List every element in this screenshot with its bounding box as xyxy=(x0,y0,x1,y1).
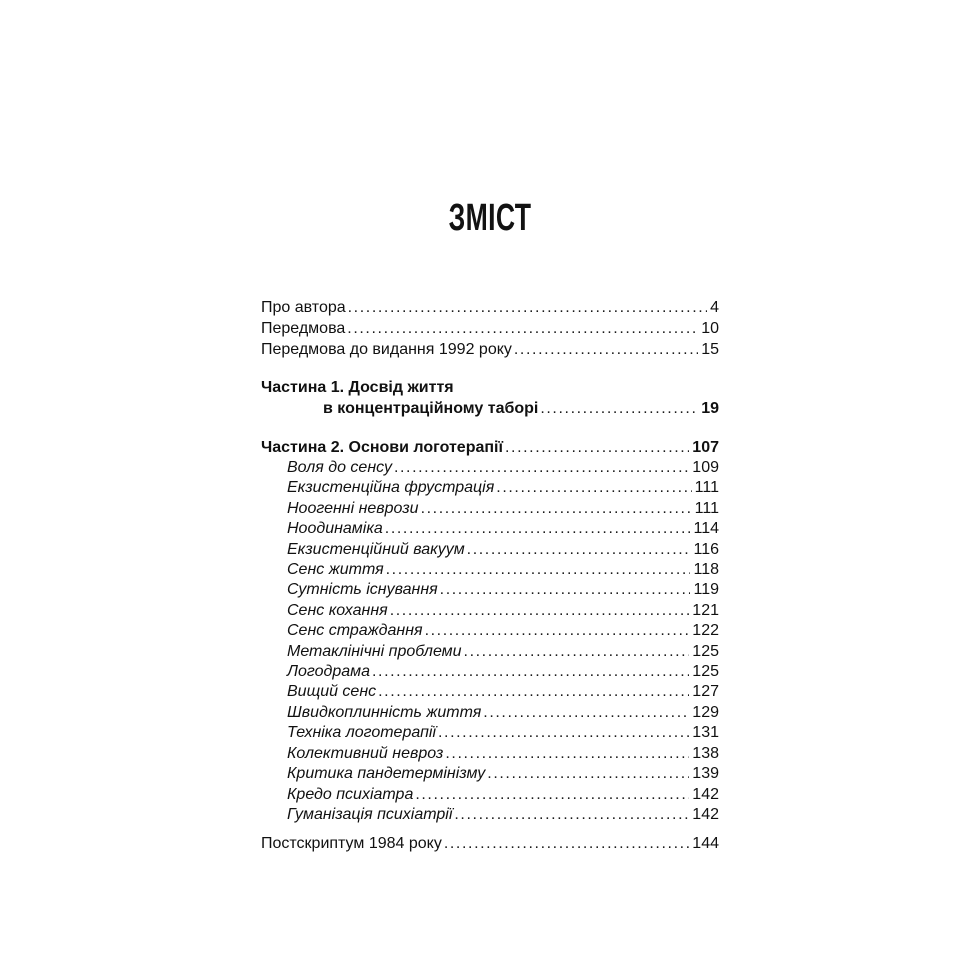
toc-entry xyxy=(261,703,719,723)
dot-leader xyxy=(465,540,691,560)
dot-leader xyxy=(512,339,698,360)
toc-entry-page: 129 xyxy=(692,703,719,721)
toc-part1-line1 xyxy=(261,377,719,398)
toc-entry-label: Логодрама xyxy=(287,663,370,681)
toc-entry-page: 142 xyxy=(692,785,719,803)
dot-leader xyxy=(436,723,689,743)
toc-entry xyxy=(261,519,719,539)
toc-entry-page: 127 xyxy=(692,683,719,701)
dot-leader xyxy=(442,833,689,854)
toc-entry-label: Сенс страждання xyxy=(287,622,423,640)
part2-section-list xyxy=(261,458,719,825)
toc-entry-label: Метаклінічні проблеми xyxy=(287,642,462,660)
dot-leader xyxy=(452,805,689,825)
toc-entry xyxy=(261,339,719,360)
toc-entry xyxy=(261,682,719,702)
toc-entry-page: 114 xyxy=(693,520,719,538)
toc-entry-page: 122 xyxy=(692,622,719,640)
toc-entry xyxy=(261,318,719,339)
toc-postscript xyxy=(261,833,719,854)
toc-entry xyxy=(261,580,719,600)
toc-entry-label: Екзистенційний вакуум xyxy=(287,540,465,558)
toc-entry-page: 138 xyxy=(692,744,719,762)
toc-entry-label: Частина 2. Основи логотерапії xyxy=(261,439,503,456)
toc-entry xyxy=(261,621,719,641)
toc-entry-label: Ноогенні неврози xyxy=(287,499,419,517)
toc-entry-label: Передмова xyxy=(261,320,346,337)
toc-entry-page: 142 xyxy=(692,805,719,823)
toc-entry-page: 121 xyxy=(692,601,719,619)
toc-entry-page: 15 xyxy=(701,341,719,358)
toc-entry-label: Сенс життя xyxy=(287,561,384,579)
dot-leader xyxy=(383,519,691,539)
toc-entry-page: 131 xyxy=(692,724,719,742)
toc-entry-page: 4 xyxy=(710,299,719,316)
toc-entry xyxy=(261,540,719,560)
toc-entry-label: Кредо психіатра xyxy=(287,785,414,803)
toc-entry-label: Ноодинаміка xyxy=(287,520,383,538)
toc-entry xyxy=(261,499,719,519)
toc-entry-page: 111 xyxy=(694,479,719,497)
toc-entry xyxy=(261,805,719,825)
toc-entry-label: Передмова до видання 1992 року xyxy=(261,341,512,358)
toc-entry xyxy=(261,458,719,478)
toc-entry-page: 125 xyxy=(692,663,719,681)
dot-leader xyxy=(485,764,689,784)
dot-leader xyxy=(462,642,690,662)
toc-entry xyxy=(261,723,719,743)
toc-part1-line2 xyxy=(261,398,719,419)
dot-leader xyxy=(538,398,698,419)
toc-entry xyxy=(261,478,719,498)
toc-entry-label: Постскриптум 1984 року xyxy=(261,835,442,853)
dot-leader xyxy=(370,662,689,682)
toc-entry xyxy=(261,744,719,764)
table-of-contents xyxy=(261,297,719,854)
dot-leader xyxy=(346,297,707,318)
toc-entry-page: 116 xyxy=(693,540,719,558)
toc-entry-page: 107 xyxy=(692,439,719,456)
toc-entry-page: 144 xyxy=(692,835,719,853)
toc-entry xyxy=(261,662,719,682)
dot-leader xyxy=(392,458,689,478)
dot-leader xyxy=(443,744,689,764)
toc-entry-page: 10 xyxy=(701,320,719,337)
toc-entry-page: 125 xyxy=(692,642,719,660)
toc-entry-page: 119 xyxy=(693,581,719,599)
toc-entry-label: Частина 1. Досвід життя xyxy=(261,379,454,396)
toc-entry-label: Екзистенційна фрустрація xyxy=(287,479,495,497)
toc-entry xyxy=(261,764,719,784)
toc-entry-label: Про автора xyxy=(261,299,346,316)
toc-entry xyxy=(261,642,719,662)
toc-entry-label: Гуманізація психіатрії xyxy=(287,805,453,823)
toc-entry-page: 111 xyxy=(694,499,719,517)
page-title: ЗМІСТ xyxy=(448,197,532,239)
dot-leader xyxy=(388,601,690,621)
toc-entry-label: Сенс кохання xyxy=(287,601,388,619)
dot-leader xyxy=(419,499,692,519)
toc-part2 xyxy=(261,437,719,458)
toc-entry-label: Вищий сенс xyxy=(287,683,377,701)
toc-entry-label: в концентраційному таборі xyxy=(323,400,539,417)
toc-entry-label: Критика пандетермінізму xyxy=(287,765,486,783)
toc-entry xyxy=(261,601,719,621)
toc-entry-label: Техніка логотерапії xyxy=(287,724,436,742)
toc-entry-label: Воля до сенсу xyxy=(287,459,392,476)
dot-leader xyxy=(494,478,691,498)
dot-leader xyxy=(503,437,689,458)
toc-entry-page: 19 xyxy=(701,400,719,417)
toc-entry-label: Сутність існування xyxy=(287,581,438,599)
dot-leader xyxy=(384,560,691,580)
dot-leader xyxy=(423,621,690,641)
toc-entry-page: 109 xyxy=(692,459,719,476)
toc-entry xyxy=(261,297,719,318)
dot-leader xyxy=(438,580,691,600)
toc-entry-label: Колективний невроз xyxy=(287,744,444,762)
dot-leader xyxy=(376,682,689,702)
toc-entry-label: Швидкоплинність життя xyxy=(287,703,482,721)
toc-entry-page: 139 xyxy=(692,765,719,783)
dot-leader xyxy=(481,703,689,723)
toc-entry xyxy=(261,560,719,580)
dot-leader xyxy=(413,785,689,805)
toc-entry xyxy=(261,785,719,805)
dot-leader xyxy=(345,318,698,339)
toc-entry-page: 118 xyxy=(693,561,719,579)
